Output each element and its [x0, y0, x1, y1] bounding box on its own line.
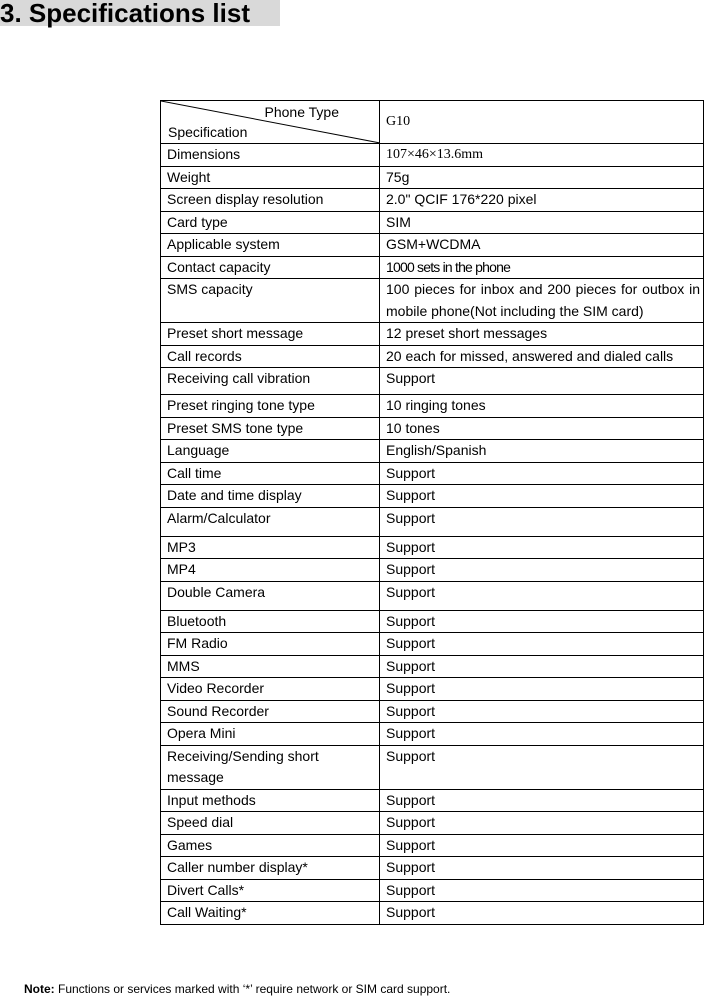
spec-value: 20 each for missed, answered and dialed calls: [380, 345, 704, 368]
table-row: [161, 345, 704, 368]
table-row: [161, 395, 704, 418]
spec-value: GSM+WCDMA: [380, 234, 704, 257]
table-row: [161, 144, 704, 167]
spec-label: Divert Calls*: [161, 879, 380, 902]
table-row: [161, 166, 704, 189]
spec-value: Support: [380, 678, 704, 701]
spec-value: Support: [380, 700, 704, 723]
table-row: [161, 323, 704, 346]
table-row: [161, 610, 704, 633]
spec-label: Call Waiting*: [161, 902, 380, 925]
spec-value: 10 ringing tones: [380, 395, 704, 418]
spec-value: Support: [380, 581, 704, 610]
spec-value: Support: [380, 485, 704, 508]
table-row: [161, 655, 704, 678]
spec-value: Support: [380, 745, 704, 789]
spec-label: Contact capacity: [161, 256, 380, 279]
spec-value: Support: [380, 559, 704, 582]
spec-label: Language: [161, 440, 380, 463]
table-row: [161, 745, 704, 789]
spec-label: MMS: [161, 655, 380, 678]
spec-label: Preset short message: [161, 323, 380, 346]
table-row: [161, 633, 704, 656]
spec-label: Call records: [161, 345, 380, 368]
spec-value: Support: [380, 536, 704, 559]
spec-value: Support: [380, 902, 704, 925]
spec-label: Receiving call vibration: [161, 368, 380, 395]
spec-value: Support: [380, 789, 704, 812]
spec-label: Input methods: [161, 789, 380, 812]
spec-value: Support: [380, 812, 704, 835]
spec-value: 1000 sets in the phone: [380, 256, 704, 279]
table-row: [161, 189, 704, 212]
table-row: [161, 536, 704, 559]
table-row: [161, 700, 704, 723]
spec-label: Alarm/Calculator: [161, 507, 380, 536]
table-row: [161, 678, 704, 701]
table-row: [161, 857, 704, 880]
table-row: [161, 234, 704, 257]
table-header-row: [161, 101, 704, 144]
spec-value: Support: [380, 879, 704, 902]
footnote-label: Note:: [24, 982, 55, 996]
spec-label: Sound Recorder: [161, 700, 380, 723]
spec-label: Weight: [161, 166, 380, 189]
spec-value: Support: [380, 610, 704, 633]
spec-label: Dimensions: [161, 144, 380, 167]
spec-value: 107×46×13.6mm: [380, 144, 704, 167]
spec-value: SIM: [380, 211, 704, 234]
spec-label: MP3: [161, 536, 380, 559]
table-row: [161, 368, 704, 395]
table-row: [161, 417, 704, 440]
table-row: [161, 723, 704, 746]
header-phone-type: Phone Type: [264, 104, 339, 120]
spec-value: 12 preset short messages: [380, 323, 704, 346]
spec-label: Speed dial: [161, 812, 380, 835]
spec-label: Double Camera: [161, 581, 380, 610]
spec-value: 100 pieces for inbox and 200 pieces for outbox in mobile phone(Not including the SIM card): [380, 279, 704, 323]
header-specification: Specification: [168, 124, 248, 140]
spec-label: Preset ringing tone type: [161, 395, 380, 418]
spec-value: Support: [380, 633, 704, 656]
table-row: [161, 812, 704, 835]
spec-value: 75g: [380, 166, 704, 189]
spec-label: Applicable system: [161, 234, 380, 257]
table-row: [161, 211, 704, 234]
spec-label: Preset SMS tone type: [161, 417, 380, 440]
spec-value: Support: [380, 462, 704, 485]
table-row: [161, 789, 704, 812]
spec-label: Call time: [161, 462, 380, 485]
table-row: [161, 279, 704, 323]
spec-label: Bluetooth: [161, 610, 380, 633]
spec-label: MP4: [161, 559, 380, 582]
spec-value: 2.0" QCIF 176*220 pixel: [380, 189, 704, 212]
spec-label: Receiving/Sending short message: [161, 745, 380, 789]
spec-label: FM Radio: [161, 633, 380, 656]
table-row: [161, 559, 704, 582]
spec-value: Support: [380, 834, 704, 857]
spec-value: Support: [380, 655, 704, 678]
spec-value: Support: [380, 507, 704, 536]
spec-value: Support: [380, 368, 704, 395]
table-row: [161, 507, 704, 536]
spec-label: Video Recorder: [161, 678, 380, 701]
header-model: G10: [380, 101, 704, 144]
spec-value: Support: [380, 857, 704, 880]
spec-label: Card type: [161, 211, 380, 234]
spec-value: English/Spanish: [380, 440, 704, 463]
table-row: [161, 462, 704, 485]
diagonal-header-cell: [161, 101, 380, 144]
spec-label: Games: [161, 834, 380, 857]
page-title: 3. Specifications list: [0, 0, 280, 26]
table-row: [161, 485, 704, 508]
spec-label: Opera Mini: [161, 723, 380, 746]
table-row: [161, 902, 704, 925]
table-row: [161, 440, 704, 463]
spec-value: 10 tones: [380, 417, 704, 440]
footnote-text: Functions or services marked with ‘*’ require network or SIM card support.: [54, 982, 451, 996]
table-row: [161, 879, 704, 902]
table-row: [161, 834, 704, 857]
table-row: [161, 256, 704, 279]
table-row: [161, 581, 704, 610]
footnote: [24, 982, 450, 996]
spec-label: Date and time display: [161, 485, 380, 508]
specifications-table: [160, 100, 704, 925]
spec-label: Screen display resolution: [161, 189, 380, 212]
spec-label: Caller number display*: [161, 857, 380, 880]
spec-label: SMS capacity: [161, 279, 380, 323]
spec-value: Support: [380, 723, 704, 746]
